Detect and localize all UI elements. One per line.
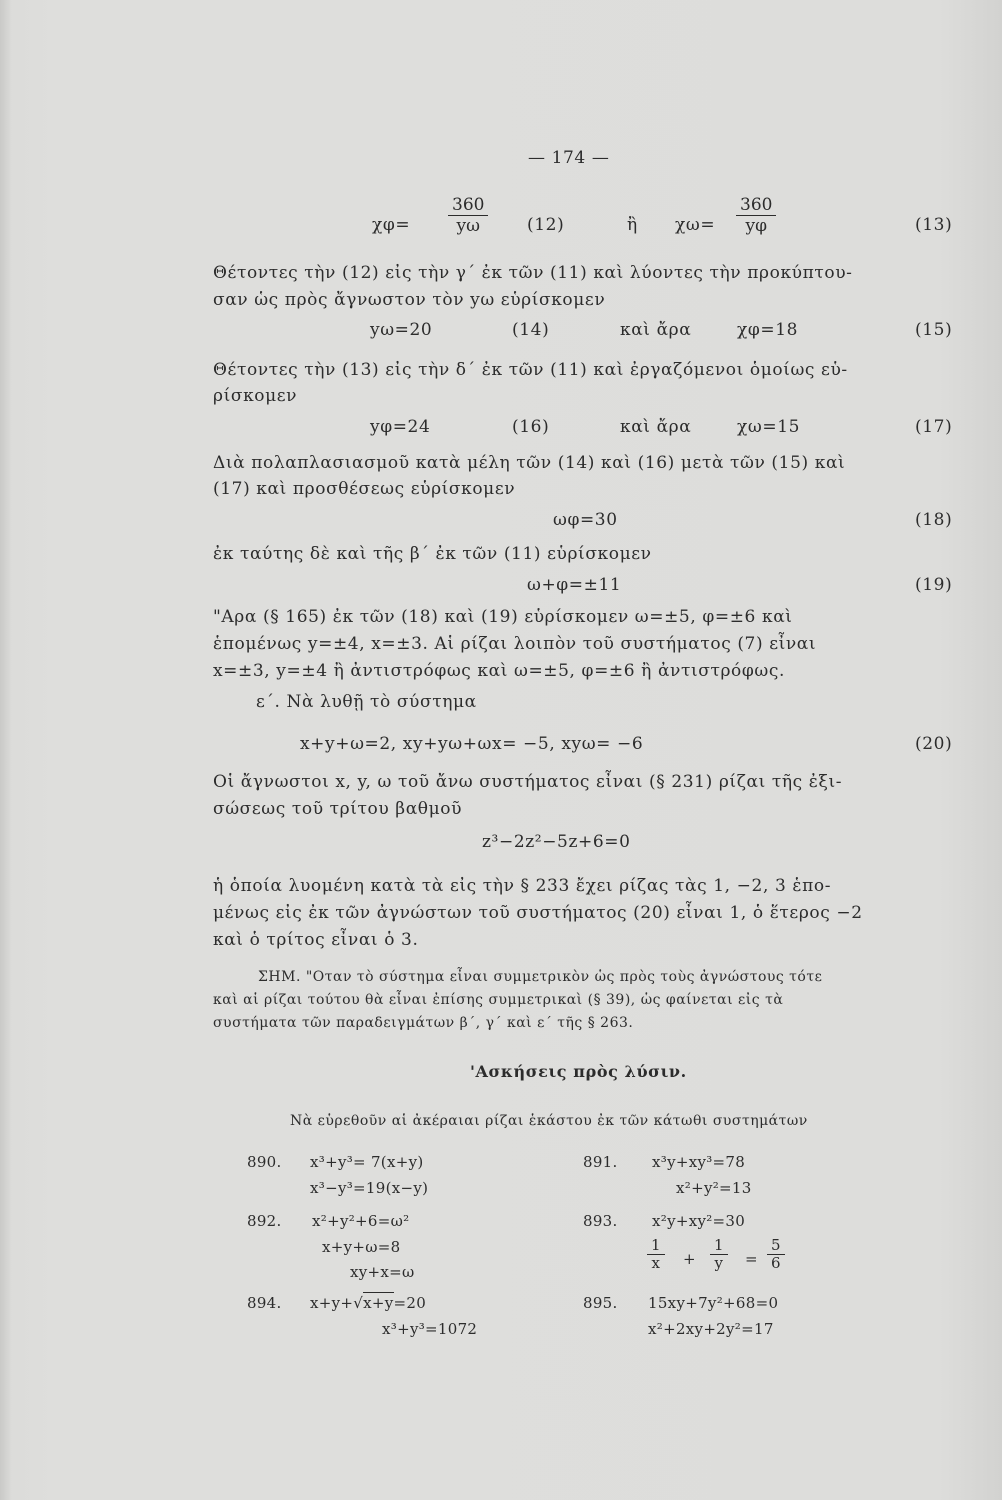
exercise-891-line1: x³y+xy³=78 — [652, 1153, 746, 1171]
eq21-expr: z³−2z²−5z+6=0 — [482, 832, 631, 852]
exercise-895-line2: x²+2xy+2y²=17 — [648, 1320, 774, 1338]
p2-line1: Θέτοντες τὴν (13) εἰς τὴν δ΄ ἐκ τῶν (11) καὶ ἐργαζόμενοι ὁμοίως εὑ- — [213, 360, 848, 380]
eq14-mid: καὶ ἄρα — [620, 320, 692, 340]
p8-line1: ἡ ὁποία λυομένη κατὰ τὰ εἰς τὴν § 233 ἔχει ρίζας τὰς 1, −2, 3 ἑπο- — [213, 876, 832, 896]
eq17-expr: χω=15 — [737, 417, 801, 437]
p6-line: ε΄. Νὰ λυθῇ τὸ σύστημα — [256, 692, 477, 712]
eq16-tag: (16) — [512, 417, 550, 437]
p3-line2: (17) καὶ προσθέσεως εὑρίσκομεν — [213, 479, 516, 499]
eq13-denominator: yφ — [745, 216, 767, 236]
fraction3-numerator: 5 — [767, 1237, 785, 1255]
fraction1-denominator: x — [651, 1254, 660, 1272]
p4-line: ἐκ ταύτης δὲ καὶ τῆς β΄ ἐκ τῶν (11) εὑρίσκομεν — [213, 544, 652, 564]
eq12-tag: (12) — [527, 215, 565, 235]
p1-line1: Θέτοντες τὴν (12) εἰς τὴν γ΄ ἐκ τῶν (11) καὶ λύοντες τὴν προκύπτου- — [213, 263, 853, 283]
exercise-893-line1: x²y+xy²=30 — [652, 1212, 746, 1230]
exercise-893-fraction1 — [647, 1237, 665, 1272]
exercise-895-line1: 15xy+7y²+68=0 — [648, 1294, 779, 1312]
exercises-heading: 'Ασκήσεις πρὸς λύσιν. — [470, 1062, 687, 1081]
eq17-tag: (17) — [915, 417, 953, 437]
exercise-number-890: 890. — [247, 1153, 282, 1171]
exercise-number-893: 893. — [583, 1212, 618, 1230]
exercise-894-line2: x³+y³=1072 — [382, 1320, 478, 1338]
exercise-890-line1: x³+y³= 7(x+y) — [310, 1153, 424, 1171]
p1-line2: σαν ὡς πρὸς ἄγνωστον τὸν yω εὑρίσκομεν — [213, 290, 606, 310]
eq12-left: χφ= — [372, 215, 411, 235]
p5-line2: ἑπομένως y=±4, x=±3. Αἱ ρίζαι λοιπὸν τοῦ συστήματος (7) εἶναι — [213, 634, 817, 654]
eq13-fraction — [736, 195, 776, 236]
fraction1-numerator: 1 — [647, 1237, 665, 1255]
exercise-894-term: x+y+ — [310, 1294, 354, 1312]
eq19-tag: (19) — [915, 575, 953, 595]
exercise-number-892: 892. — [247, 1212, 282, 1230]
exercise-893-plus: + — [683, 1250, 696, 1268]
eq18-tag: (18) — [915, 510, 953, 530]
exercise-894-rhs: =20 — [393, 1294, 427, 1312]
eq14-tag: (14) — [512, 320, 550, 340]
exercise-892-line2: x+y+ω=8 — [322, 1238, 401, 1256]
eq14-expr: yω=20 — [370, 320, 433, 340]
eq18-expr: ωφ=30 — [553, 510, 618, 530]
exercise-893-fraction2 — [710, 1237, 728, 1272]
eq13-left: χω= — [675, 215, 716, 235]
note-line2: καὶ αἱ ρίζαι τούτου θὰ εἶναι ἐπίσης συμμετρικαὶ (§ 39), ὡς φαίνεται εἰς τὰ — [213, 992, 784, 1008]
page-number: — 174 — — [528, 148, 610, 168]
eq20-tag: (20) — [915, 734, 953, 754]
exercise-892-line1: x²+y²+6=ω² — [312, 1212, 410, 1230]
eq16-mid: καὶ ἄρα — [620, 417, 692, 437]
sqrt-icon: √ — [353, 1294, 364, 1312]
p8-line2: μένως εἰς ἐκ τῶν ἀγνώστων τοῦ συστήματος (20) εἶναι 1, ὁ ἕτερος −2 — [213, 903, 863, 923]
eq13-tag: (13) — [915, 215, 953, 235]
exercise-894-line1 — [310, 1293, 426, 1313]
eq12-numerator: 360 — [448, 195, 488, 216]
p5-line3: x=±3, y=±4 ἢ ἀντιστρόφως καὶ ω=±5, φ=±6 ἢ ἀντιστρόφως. — [213, 661, 785, 681]
eq15-tag: (15) — [915, 320, 953, 340]
eq19-expr: ω+φ=±11 — [527, 575, 622, 595]
exercise-893-equals: = — [745, 1250, 758, 1268]
exercise-number-895: 895. — [583, 1294, 618, 1312]
p3-line1: Διὰ πολαπλασιασμοῦ κατὰ μέλη τῶν (14) καὶ (16) μετὰ τῶν (15) καὶ — [213, 453, 846, 473]
eq12-fraction — [448, 195, 488, 236]
p5-line1: "Αρα (§ 165) ἐκ τῶν (18) καὶ (19) εὑρίσκομεν ω=±5, φ=±6 καὶ — [213, 607, 793, 627]
fraction2-denominator: y — [714, 1254, 724, 1272]
p2-line2: ρίσκομεν — [213, 386, 298, 406]
p8-line3: καὶ ὁ τρίτος εἶναι ὁ 3. — [213, 930, 419, 950]
p7-line2: σώσεως τοῦ τρίτου βαθμοῦ — [213, 799, 463, 819]
exercise-number-891: 891. — [583, 1153, 618, 1171]
eq20-expr: x+y+ω=2, xy+yω+ωx= −5, xyω= −6 — [300, 734, 644, 754]
p7-line1: Οἱ ἄγνωστοι x, y, ω τοῦ ἄνω συστήματος εἶναι (§ 231) ρίζαι τῆς ἐξι- — [213, 772, 843, 792]
note-line1: ΣΗΜ. "Οταν τὸ σύστημα εἶναι συμμετρικὸν ὡς πρὸς τοὺς ἀγνώστους τότε — [258, 969, 823, 985]
fraction3-denominator: 6 — [771, 1254, 781, 1272]
eq15-expr: χφ=18 — [737, 320, 799, 340]
eq13-numerator: 360 — [736, 195, 776, 216]
exercise-892-line3: xy+x=ω — [350, 1263, 415, 1281]
exercise-891-line2: x²+y²=13 — [676, 1179, 752, 1197]
exercises-instruction: Νὰ εὑρεθοῦν αἱ ἀκέραιαι ρίζαι ἑκάστου ἐκ τῶν κάτωθι συστημάτων — [290, 1113, 808, 1129]
fraction2-numerator: 1 — [710, 1237, 728, 1255]
exercise-893-fraction3 — [767, 1237, 785, 1272]
eq12-denominator: yω — [456, 216, 480, 236]
eq12-or: ἢ — [627, 215, 638, 235]
sqrt-radicand: x+y — [363, 1294, 394, 1312]
eq16-expr: yφ=24 — [370, 417, 431, 437]
exercise-number-894: 894. — [247, 1294, 282, 1312]
note-line3: συστήματα τῶν παραδειγμάτων β΄, γ΄ καὶ ε΄ τῆς § 263. — [213, 1015, 634, 1031]
exercise-890-line2: x³−y³=19(x−y) — [310, 1179, 429, 1197]
